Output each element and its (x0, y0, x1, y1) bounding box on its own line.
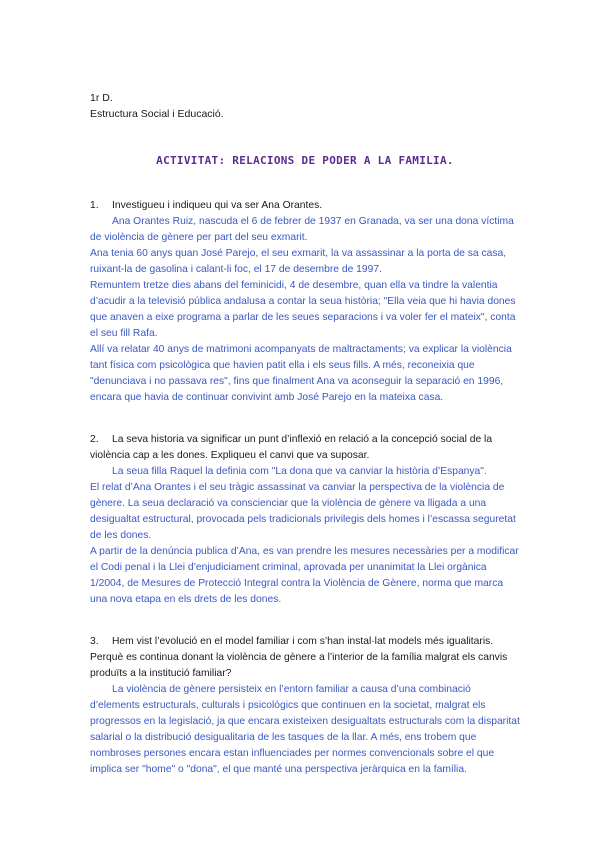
question-1 (90, 198, 520, 214)
answer-paragraph: Remuntem tretze dies abans del feminicidi, 4 de desembre, quan ella va tindre la valentia d’acudir a la televisió pública andalusa a contar la seua història; "Ella veia que hi havia dones que anaven a eixe programa a parlar de les seues separacions i va voler fer el mateix", conta el seu fill Rafa. (90, 280, 516, 339)
question-section-1 (90, 198, 520, 406)
answer-paragraph: La violència de gènere persisteix en l’entorn familiar a causa d’una combinació d’elements estructurals, culturals i psicològics que continuen en la societat, malgrat els progressos en la legislació, ja que encara existeixen desigualtats estructurals com la disparitat salarial o la distribució desigualitaria de les tasques de la llar. A més, ens trobem que nombroses persones encara estan influenciades per normes convencionals sobre el que implica ser "home" o "dona", el que manté una perspectiva jeràrquica en la família. (90, 684, 520, 775)
course-label: 1r D. (90, 92, 113, 104)
question-3 (90, 634, 520, 682)
question-number: 3. (90, 636, 99, 647)
question-number: 2. (90, 434, 99, 445)
answer-paragraph: Ana Orantes Ruiz, nascuda el 6 de febrer de 1937 en Granada, va ser una dona víctima de violència de gènere per part del seu exmarit. (90, 216, 514, 243)
question-text: Investigueu i indiqueu qui va ser Ana Orantes. (112, 200, 323, 211)
question-section-3 (90, 634, 520, 778)
answer-paragraph: El relat d’Ana Orantes i el seu tràgic assassinat va canviar la perspectiva de la violència de gènere. La seua declaració va conscienciar que la violència de gènere va lligada a una desigualtat estructural, provocada pels tradicionals privilegis dels homes i l’escassa seguretat de les dones. (90, 482, 516, 541)
activity-title: ACTIVITAT: RELACIONS DE PODER A LA FAMILIA. (156, 154, 454, 167)
question-text: Hem vist l’evolució en el model familiar i com s’han instal·lat models més igualitaris. Perquè es continua donant la violència de gènere a l’interior de la família malgrat els canvis produïts a la institució familiar? (90, 636, 508, 679)
answer-paragraph: Ana tenia 60 anys quan José Parejo, el seu exmarit, la va assassinar a la porta de sa casa, ruixant-la de gasolina i calant-li foc, el 17 de desembre de 1997. (90, 248, 507, 275)
questions-list (90, 198, 520, 778)
subject-label: Estructura Social i Educació. (90, 108, 224, 120)
answer-paragraph: A partir de la denúncia publica d’Ana, es van prendre les mesures necessàries per a modificar el Codi penal i la Llei d’enjudiciament criminal, aprovada per unanimitat la Llei orgànica 1/2004, de Mesures de Protecció Integral contra la Violència de Gènere, norma que marca una nova etapa en els drets de les dones. (90, 546, 519, 605)
answer-2 (90, 464, 520, 608)
answer-3 (90, 682, 520, 778)
question-number: 1. (90, 200, 99, 211)
answer-paragraph: Allí va relatar 40 anys de matrimoni acompanyats de maltractaments; va explicar la violència tant física com psicològica que havien patit ella i els seus fills. A més, reconeixia que "denunciava i no passava res", fins que finalment Ana va aconseguir la separació en 1996, encara que havia de continuar convivint amb José Parejo en la mateixa casa. (90, 344, 512, 403)
question-2 (90, 432, 520, 464)
question-section-2 (90, 432, 520, 608)
answer-1 (90, 214, 520, 406)
answer-paragraph: La seua filla Raquel la definia com "La dona que va canviar la història d’Espanya". (112, 466, 487, 477)
question-text: La seva historia va significar un punt d’inflexió en relació a la concepció social de la violència cap a les dones. Expliqueu el canvi que va suposar. (90, 434, 493, 461)
